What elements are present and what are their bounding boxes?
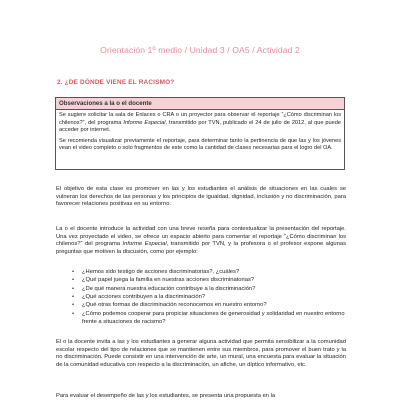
list-item: • ¿Qué otras formas de discriminación reconocemos en nuestro entorno? <box>72 302 267 309</box>
list-item: • ¿Qué papel juega la familia en nuestras acciones discriminatorias? <box>72 277 255 284</box>
body-paragraph-3: El o la docente invita a las y los estudiantes a generar alguna actividad que permita sensibilizar a la comunidad escolar respecto del tipo de relaciones que se mantienen entre sus miembros, para promover el buen trato y la no discriminación. Puede consistir en una intervención de arte, un mural, una encuesta para evaluar la situación de la comunidad educativa con respecto a la discriminación, un afiche, un díptico informativo, etc. <box>56 339 346 369</box>
body-paragraph-1: El objetivo de esta clase es promover en las y los estudiantes el análisis de situaciones en las cuales se vulneran los derechos de las personas y los principios de igualdad, dignidad, inclusión y no discriminación, para favorecer relaciones positivas en su entorno. <box>56 186 346 208</box>
page-header: Orientación 1º medio / Unidad 3 / OA5 / Actividad 2 <box>100 45 300 55</box>
list-item: • ¿Cómo podemos cooperar para propiciar situaciones de generosidad y solidaridad en nuestro entorno frente a situaciones de racismo? <box>72 310 345 326</box>
bullet-icon: • <box>72 294 75 301</box>
bullet-icon: • <box>72 269 75 275</box>
observations-paragraph-1: Se sugiere solicitar la sala de Enlaces o CRA o un proyector para observar el reportaje “¿Cómo discriminan los chilenos?”, del programa Informe Especial, transmitido por TVN, publicado el 24 de julio de 2012, al que puede acceder por internet. <box>59 112 341 134</box>
section-title: 2. ¿DE DÓNDE VIENE EL RACISMO? <box>57 79 175 86</box>
observations-heading: Observaciones a la o el docente <box>56 98 344 110</box>
bullet-icon: • <box>72 285 75 292</box>
observations-paragraph-2: Se recomienda visualizar previamente el reportaje, para determinar tanto la pertinencia de que las y los jóvenes vean el video completo o solo fragmentos de este como la cantidad de clases necesarias para el logro del OA. <box>59 137 341 152</box>
bullet-icon: • <box>72 310 75 317</box>
body-paragraph-4: Para evaluar el desempeño de las y los estudiantes, se presenta una propuesta en la <box>56 393 276 399</box>
bullet-icon: • <box>72 277 75 284</box>
list-item: • ¿Hemos sido testigo de acciones discriminatorias?, ¿cuáles? <box>72 269 240 275</box>
list-item: • ¿Qué acciones contribuyen a la discriminación? <box>72 294 206 301</box>
bullet-icon: • <box>72 302 75 309</box>
list-item: • ¿De qué manera nuestra educación contribuye a la discriminación? <box>72 285 256 292</box>
teacher-observations-box <box>55 97 345 170</box>
body-paragraph-2: La o el docente introduce la actividad con una breve reseña para contextualizar la presentación del reportaje. Una vez proyectado el video, se ofrece un espacio abierto para comentar el reportaje “¿Cómo discriminan los chilenos?” del programa Informe Especial, transmitido por TVN, y la profesora o el profesor expone algunas preguntas que motiven la discusión, como por ejemplo: <box>56 226 346 256</box>
observations-body <box>56 110 344 153</box>
discussion-questions-list <box>72 268 347 326</box>
